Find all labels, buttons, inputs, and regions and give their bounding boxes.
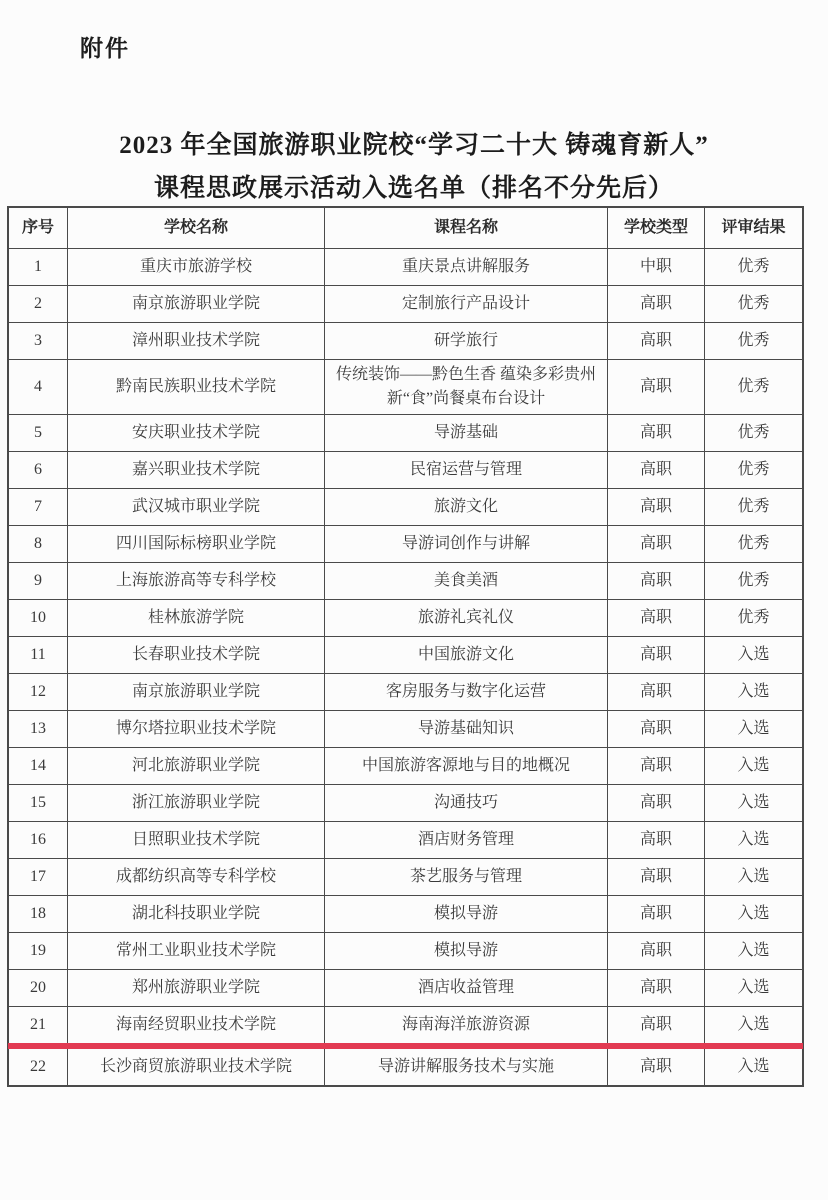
cell-school: 长春职业技术学院	[68, 637, 325, 674]
header-row	[9, 208, 803, 249]
cell-type: 高职	[608, 896, 705, 933]
cell-course: 研学旅行	[325, 323, 608, 360]
cell-no: 22	[9, 1046, 68, 1086]
cell-school: 上海旅游高等专科学校	[68, 563, 325, 600]
cell-result: 入选	[705, 896, 803, 933]
cell-result: 优秀	[705, 526, 803, 563]
table-row	[9, 674, 803, 711]
cell-type: 高职	[608, 286, 705, 323]
cell-school: 桂林旅游学院	[68, 600, 325, 637]
table-row-highlighted	[9, 1007, 803, 1047]
cell-no: 12	[9, 674, 68, 711]
cell-type: 高职	[608, 822, 705, 859]
cell-course: 导游基础	[325, 415, 608, 452]
cell-school: 武汉城市职业学院	[68, 489, 325, 526]
cell-school: 重庆市旅游学校	[68, 249, 325, 286]
cell-course: 中国旅游文化	[325, 637, 608, 674]
cell-course: 定制旅行产品设计	[325, 286, 608, 323]
cell-no: 6	[9, 452, 68, 489]
cell-school: 河北旅游职业学院	[68, 748, 325, 785]
table-row	[9, 1046, 803, 1086]
cell-course: 传统装饰——黔色生香 蕴染多彩贵州新“食”尚餐桌布台设计	[325, 360, 608, 415]
table-row	[9, 970, 803, 1007]
cell-result: 入选	[705, 822, 803, 859]
cell-course: 导游基础知识	[325, 711, 608, 748]
cell-no: 15	[9, 785, 68, 822]
header-cell-course: 课程名称	[325, 208, 608, 249]
cell-no: 14	[9, 748, 68, 785]
document-title	[0, 124, 828, 210]
cell-no: 4	[9, 360, 68, 415]
table-row	[9, 452, 803, 489]
cell-type: 高职	[608, 933, 705, 970]
document-title-line1: 2023 年全国旅游职业院校“学习二十大 铸魂育新人”	[119, 132, 709, 159]
cell-course: 模拟导游	[325, 933, 608, 970]
cell-course: 导游讲解服务技术与实施	[325, 1046, 608, 1086]
cell-course: 旅游礼宾礼仪	[325, 600, 608, 637]
header-cell-no: 序号	[9, 208, 68, 249]
cell-type: 高职	[608, 970, 705, 1007]
cell-result: 优秀	[705, 563, 803, 600]
cell-result: 优秀	[705, 249, 803, 286]
cell-result: 优秀	[705, 415, 803, 452]
cell-no: 19	[9, 933, 68, 970]
cell-school: 四川国际标榜职业学院	[68, 526, 325, 563]
cell-school: 长沙商贸旅游职业技术学院	[68, 1046, 325, 1086]
cell-no: 17	[9, 859, 68, 896]
document-title-line2: 课程思政展示活动入选名单（排名不分先后）	[153, 175, 674, 202]
cell-school: 海南经贸职业技术学院	[68, 1007, 325, 1047]
table-row	[9, 563, 803, 600]
cell-no: 10	[9, 600, 68, 637]
cell-no: 16	[9, 822, 68, 859]
cell-course: 沟通技巧	[325, 785, 608, 822]
cell-type: 高职	[608, 323, 705, 360]
cell-school: 南京旅游职业学院	[68, 286, 325, 323]
cell-type: 高职	[608, 526, 705, 563]
cell-school: 安庆职业技术学院	[68, 415, 325, 452]
cell-no: 2	[9, 286, 68, 323]
cell-result: 优秀	[705, 360, 803, 415]
table-row	[9, 360, 803, 415]
cell-course: 美食美酒	[325, 563, 608, 600]
table-row	[9, 822, 803, 859]
table-row	[9, 415, 803, 452]
cell-course: 民宿运营与管理	[325, 452, 608, 489]
cell-type: 高职	[608, 674, 705, 711]
cell-type: 高职	[608, 1007, 705, 1047]
cell-no: 13	[9, 711, 68, 748]
cell-school: 南京旅游职业学院	[68, 674, 325, 711]
cell-no: 1	[9, 249, 68, 286]
cell-school: 日照职业技术学院	[68, 822, 325, 859]
cell-type: 高职	[608, 748, 705, 785]
header-cell-result: 评审结果	[705, 208, 803, 249]
cell-school: 漳州职业技术学院	[68, 323, 325, 360]
cell-type: 高职	[608, 415, 705, 452]
cell-course: 客房服务与数字化运营	[325, 674, 608, 711]
cell-course: 旅游文化	[325, 489, 608, 526]
cell-school: 郑州旅游职业学院	[68, 970, 325, 1007]
cell-school: 成都纺织高等专科学校	[68, 859, 325, 896]
table-row	[9, 286, 803, 323]
table-row	[9, 637, 803, 674]
header-cell-type: 学校类型	[608, 208, 705, 249]
table-row	[9, 896, 803, 933]
cell-no: 8	[9, 526, 68, 563]
cell-school: 嘉兴职业技术学院	[68, 452, 325, 489]
cell-result: 优秀	[705, 323, 803, 360]
table-row	[9, 859, 803, 896]
cell-course: 模拟导游	[325, 896, 608, 933]
cell-no: 5	[9, 415, 68, 452]
cell-result: 入选	[705, 933, 803, 970]
cell-result: 入选	[705, 748, 803, 785]
cell-course: 重庆景点讲解服务	[325, 249, 608, 286]
cell-type: 高职	[608, 1046, 705, 1086]
cell-type: 中职	[608, 249, 705, 286]
table-row	[9, 600, 803, 637]
cell-result: 入选	[705, 637, 803, 674]
cell-type: 高职	[608, 360, 705, 415]
cell-result: 优秀	[705, 286, 803, 323]
cell-course: 茶艺服务与管理	[325, 859, 608, 896]
cell-course: 海南海洋旅游资源	[325, 1007, 608, 1047]
cell-type: 高职	[608, 785, 705, 822]
cell-result: 优秀	[705, 489, 803, 526]
cell-result: 优秀	[705, 600, 803, 637]
cell-school: 博尔塔拉职业技术学院	[68, 711, 325, 748]
cell-school: 黔南民族职业技术学院	[68, 360, 325, 415]
cell-result: 入选	[705, 859, 803, 896]
cell-no: 3	[9, 323, 68, 360]
cell-no: 7	[9, 489, 68, 526]
table-row	[9, 785, 803, 822]
cell-result: 优秀	[705, 452, 803, 489]
table-row	[9, 748, 803, 785]
cell-school: 湖北科技职业学院	[68, 896, 325, 933]
results-table-header	[9, 208, 803, 249]
table-row	[9, 249, 803, 286]
cell-type: 高职	[608, 859, 705, 896]
cell-no: 21	[9, 1007, 68, 1047]
cell-result: 入选	[705, 674, 803, 711]
cell-course: 中国旅游客源地与目的地概况	[325, 748, 608, 785]
results-table	[8, 207, 803, 1086]
cell-type: 高职	[608, 711, 705, 748]
cell-result: 入选	[705, 1046, 803, 1086]
cell-no: 18	[9, 896, 68, 933]
table-row	[9, 933, 803, 970]
cell-school: 常州工业职业技术学院	[68, 933, 325, 970]
cell-type: 高职	[608, 563, 705, 600]
cell-course: 酒店财务管理	[325, 822, 608, 859]
cell-result: 入选	[705, 1007, 803, 1047]
table-row	[9, 526, 803, 563]
cell-type: 高职	[608, 637, 705, 674]
cell-no: 9	[9, 563, 68, 600]
cell-school: 浙江旅游职业学院	[68, 785, 325, 822]
header-cell-school: 学校名称	[68, 208, 325, 249]
cell-no: 20	[9, 970, 68, 1007]
table-row	[9, 323, 803, 360]
cell-result: 入选	[705, 970, 803, 1007]
cell-course: 酒店收益管理	[325, 970, 608, 1007]
cell-no: 11	[9, 637, 68, 674]
cell-type: 高职	[608, 452, 705, 489]
cell-result: 入选	[705, 785, 803, 822]
results-table-body	[9, 249, 803, 1086]
cell-type: 高职	[608, 600, 705, 637]
cell-result: 入选	[705, 711, 803, 748]
cell-type: 高职	[608, 489, 705, 526]
table-row	[9, 489, 803, 526]
table-row	[9, 711, 803, 748]
cell-course: 导游词创作与讲解	[325, 526, 608, 563]
attachment-label: 附件	[80, 36, 130, 61]
